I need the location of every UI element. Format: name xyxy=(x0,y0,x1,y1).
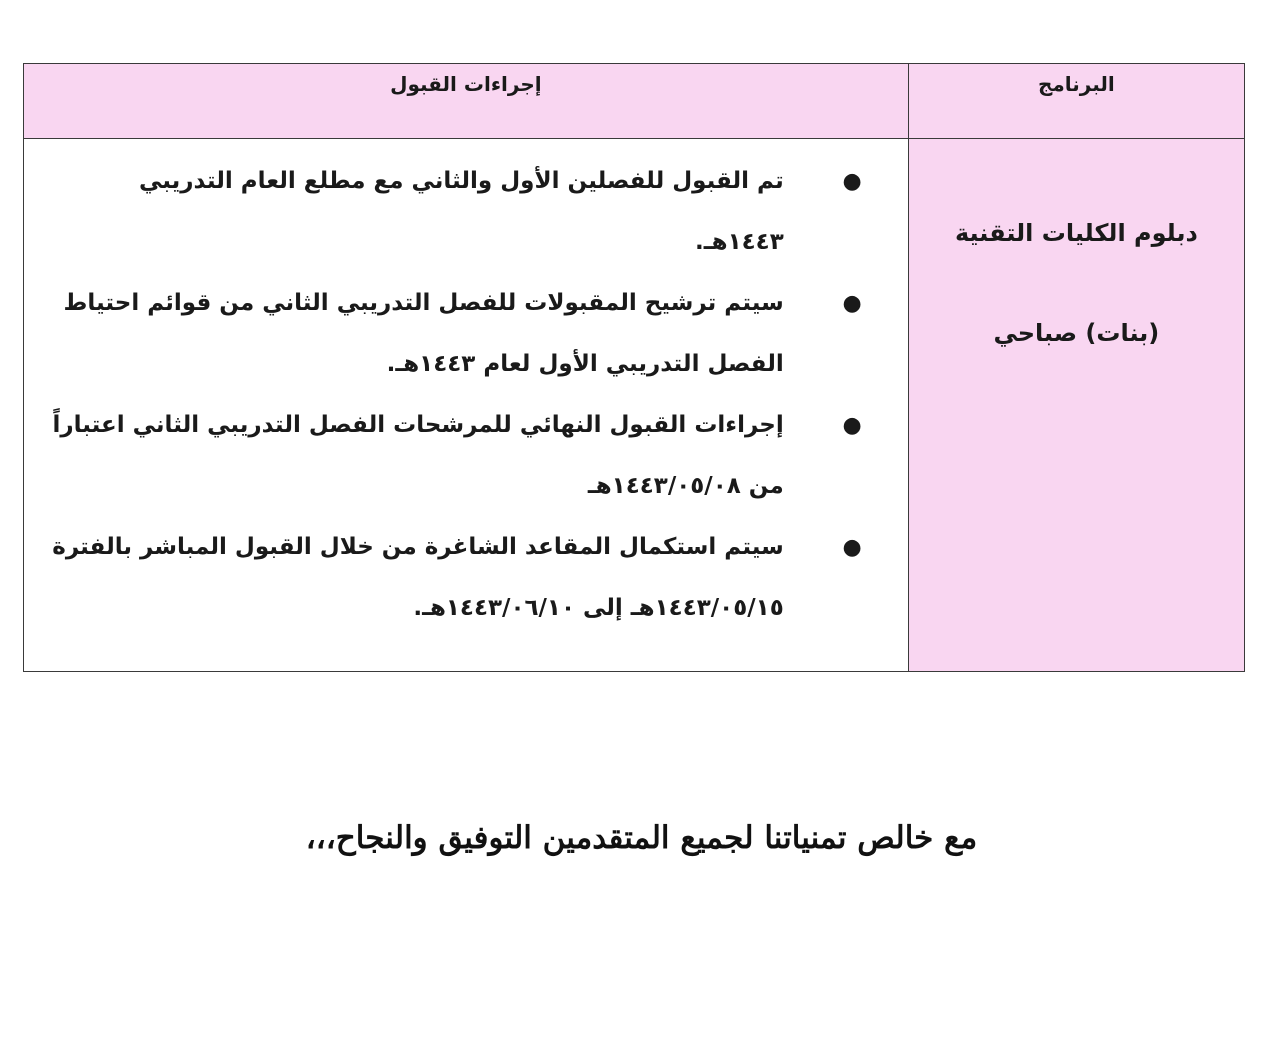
list-item xyxy=(44,517,868,639)
bullet-icon: ● xyxy=(842,535,862,560)
list-item xyxy=(44,151,868,273)
procedures-list xyxy=(24,139,908,671)
admission-table xyxy=(23,63,1245,672)
list-item xyxy=(44,273,868,395)
bullet-icon: ● xyxy=(842,413,862,438)
procedure-text: إجراءات القبول النهائي للمرشحات الفصل التدريبي الثاني اعتباراً من ١٤٤٣/٠٥/٠٨هـ xyxy=(52,412,784,499)
procedure-text: تم القبول للفصلين الأول والثاني مع مطلع العام التدريبي ١٤٤٣هـ. xyxy=(139,168,784,255)
bullet-icon: ● xyxy=(842,169,862,194)
bullet-icon: ● xyxy=(842,291,862,316)
procedure-text: سيتم ترشيح المقبولات للفصل التدريبي الثاني من قوائم احتياط الفصل التدريبي الأول لعام ١٤٤٣هـ. xyxy=(63,290,784,377)
procedures-cell xyxy=(24,139,909,672)
table-row xyxy=(24,139,1245,672)
table-header-row xyxy=(24,64,1245,139)
program-cell xyxy=(908,139,1244,672)
header-program: البرنامج xyxy=(908,64,1244,139)
closing-message: مع خالص تمنياتنا لجميع المتقدمين التوفيق والنجاح،،، xyxy=(305,820,978,856)
program-type: (بنات) صباحي xyxy=(993,319,1160,347)
procedure-text: سيتم استكمال المقاعد الشاغرة من خلال القبول المباشر بالفترة ١٤٤٣/٠٥/١٥هـ إلى ١٤٤٣/٠٦/١٠هـ. xyxy=(52,534,784,621)
list-item xyxy=(44,395,868,517)
program-name: دبلوم الكليات التقنية xyxy=(954,219,1198,247)
header-procedures: إجراءات القبول xyxy=(24,64,909,139)
